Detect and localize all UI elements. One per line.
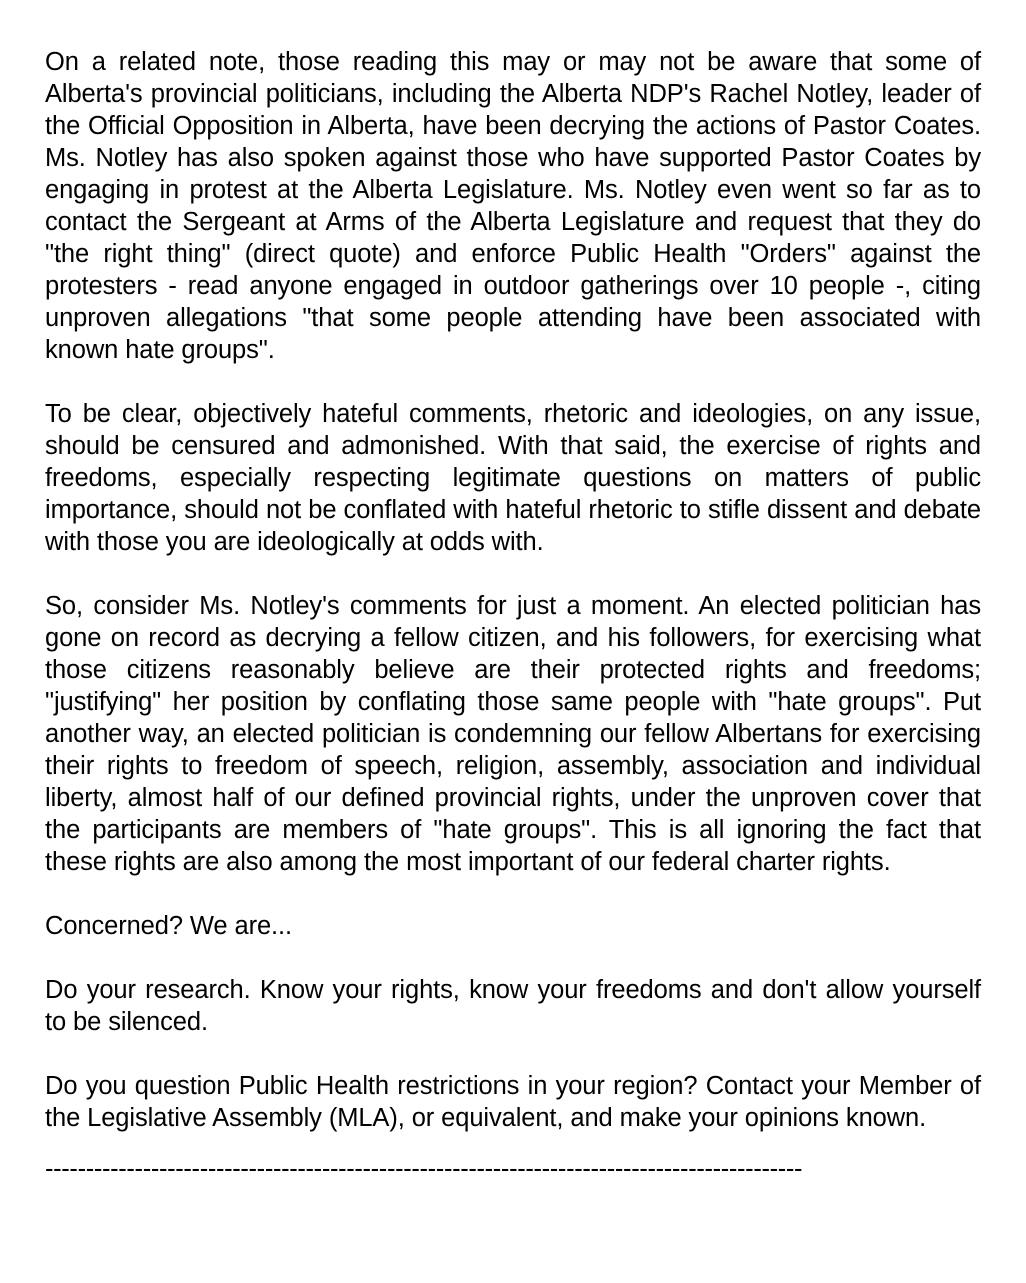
paragraph-2: To be clear, objectively hateful comments, rhetoric and ideologies, on any issue, should be censured and admonished. With that said, the exercise of rights and freedoms, especially respecting legitimate questions on matters of public importance, should not be conflated with hateful rhetoric to stifle dissent and debate with those you are ideologically at odds with. [45, 400, 988, 556]
paragraph-4: Concerned? We are... [45, 912, 292, 940]
section-divider: --------------------------------------------------------------------------------------------- [45, 1156, 803, 1182]
paragraph-5: Do your research. Know your rights, know your freedoms and don't allow yourself to be silenced. [45, 976, 988, 1036]
paragraph-6: Do you question Public Health restrictions in your region? Contact your Member of the Legislative Assembly (MLA), or equivalent, and make your opinions known. [45, 1072, 988, 1132]
paragraph-3: So, consider Ms. Notley's comments for just a moment. An elected politician has gone on record as decrying a fellow citizen, and his followers, for exercising what those citizens reasonably believe are their protected rights and freedoms; "justifying" her position by conflating those same people with "hate groups". Put another way, an elected politician is condemning our fellow Albertans for exercising their rights to freedom of speech, religion, assembly, association and individual liberty, almost half of our defined provincial rights, under the unproven cover that the participants are members of "hate groups". This is all ignoring the fact that these rights are also among the most important of our federal charter rights. [45, 592, 995, 876]
paragraph-1: On a related note, those reading this may or may not be aware that some of Alberta's provincial politicians, including the Alberta NDP's Rachel Notley, leader of the Official Opposition in Alberta, have been decrying the actions of Pastor Coates. Ms. Notley has also spoken against those who have supported Pastor Coates by engaging in protest at the Alberta Legislature. Ms. Notley even went so far as to contact the Sergeant at Arms of the Alberta Legislature and request that they do "the right thing" (direct quote) and enforce Public Health "Orders" against the protesters - read anyone engaged in outdoor gatherings over 10 people -, citing unproven allegations "that some people attending have been associated with known hate groups". [45, 48, 988, 364]
document-body [45, 46, 995, 1182]
